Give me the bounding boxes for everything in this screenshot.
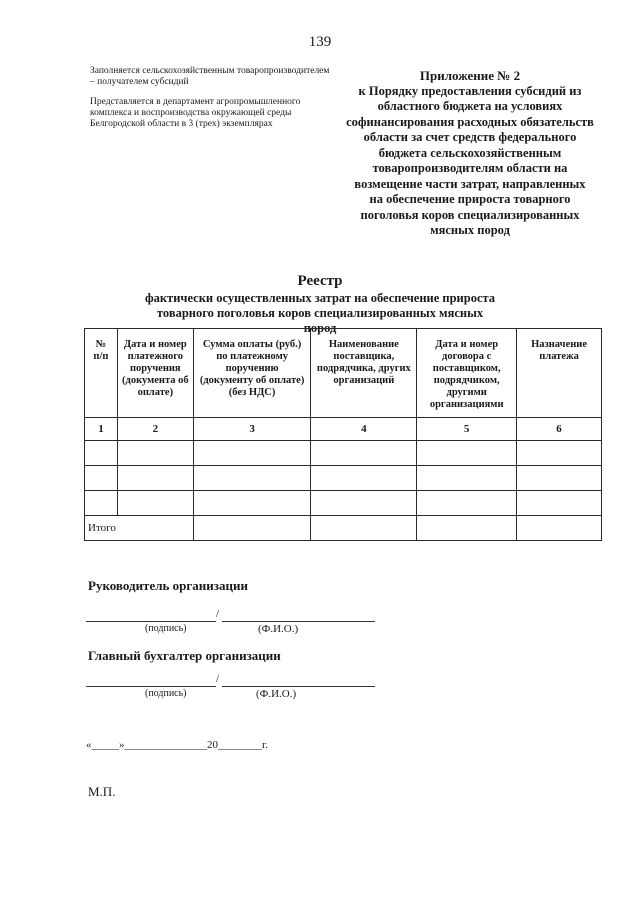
appendix-line: поголовья коров специализированных — [360, 207, 580, 222]
total-row — [85, 516, 602, 541]
table-cell[interactable] — [417, 441, 517, 466]
table-cell[interactable] — [117, 466, 193, 491]
table-row — [85, 441, 602, 466]
accountant-name-line[interactable] — [222, 686, 375, 687]
table-cell[interactable] — [85, 466, 118, 491]
table-cell[interactable] — [417, 466, 517, 491]
table-cell[interactable] — [517, 466, 602, 491]
appendix-line: бюджета сельскохозяйственным — [378, 145, 562, 160]
director-name-line[interactable] — [222, 621, 375, 622]
fill-note: Заполняется сельскохозяйственным товаропроизводителем – получателем субсидий — [90, 66, 330, 87]
column-number-row — [85, 418, 602, 441]
appendix-line: области за счет средств федерального — [363, 130, 577, 144]
appendix-line: областного бюджета на условиях — [377, 99, 563, 113]
stamp-label: М.П. — [88, 784, 116, 799]
page-number: 139 — [308, 34, 332, 50]
table-cell[interactable] — [117, 491, 193, 516]
column-number: 2 — [117, 418, 193, 441]
total-cell[interactable] — [417, 516, 517, 541]
table-cell[interactable] — [517, 491, 602, 516]
director-slash: / — [216, 608, 220, 620]
table-header-row — [85, 329, 602, 418]
column-number: 6 — [517, 418, 602, 441]
column-number: 3 — [193, 418, 311, 441]
accountant-sign-caption: (подпись) — [145, 688, 187, 699]
column-number: 1 — [85, 418, 118, 441]
director-label: Руководитель организации — [88, 578, 248, 593]
table-cell[interactable] — [193, 491, 311, 516]
table-cell[interactable] — [517, 441, 602, 466]
total-cell[interactable] — [193, 516, 311, 541]
appendix-line: товаропроизводителям области на — [372, 161, 568, 175]
appendix-title: Приложение № 2 — [419, 68, 521, 83]
table-cell[interactable] — [417, 491, 517, 516]
total-label: Итого — [85, 516, 194, 541]
register-title: Реестр — [297, 273, 343, 289]
director-name-caption: (Ф.И.О.) — [258, 623, 299, 635]
table-cell[interactable] — [311, 466, 417, 491]
table-cell[interactable] — [311, 441, 417, 466]
table-cell[interactable] — [193, 441, 311, 466]
date-line[interactable]: «_____»_______________20________г. — [86, 739, 269, 751]
table-row — [85, 491, 602, 516]
accountant-name-caption: (Ф.И.О.) — [256, 688, 297, 700]
table-cell[interactable] — [311, 491, 417, 516]
appendix-line: возмещение части затрат, направленных — [354, 176, 586, 191]
column-number: 5 — [417, 418, 517, 441]
register-subtitle-line: товарного поголовья коров специализированных мясных пород — [156, 306, 484, 335]
table-cell[interactable] — [85, 491, 118, 516]
total-cell[interactable] — [311, 516, 417, 541]
submit-note: Представляется в департамент агропромышленного комплекса и воспроизводства окружающей среды Белгородской области в 3 (трех) экземплярах — [90, 97, 301, 129]
column-number: 4 — [311, 418, 417, 441]
header-supplier-name: Наименование поставщика, подрядчика, других организаций — [311, 329, 417, 418]
appendix-block — [335, 68, 605, 239]
table-cell[interactable] — [117, 441, 193, 466]
header-number: № п/п — [85, 329, 118, 418]
appendix-line: софинансирования расходных обязательств — [346, 114, 594, 129]
table-cell[interactable] — [85, 441, 118, 466]
header-payment-purpose: Назначение платежа — [517, 329, 602, 418]
director-sign-caption: (подпись) — [145, 623, 187, 634]
accountant-label: Главный бухгалтер организации — [88, 648, 281, 663]
director-signature-line[interactable] — [86, 621, 216, 622]
accountant-signature-line[interactable] — [86, 686, 216, 687]
header-payment-order: Дата и номер платежного поручения (документа об оплате) — [117, 329, 193, 418]
register-table — [84, 328, 602, 541]
register-subtitle-line: фактически осуществленных затрат на обеспечение прироста — [144, 291, 496, 305]
appendix-line: мясных пород — [430, 223, 510, 237]
table-cell[interactable] — [193, 466, 311, 491]
left-notes — [90, 66, 330, 139]
total-cell[interactable] — [517, 516, 602, 541]
table-row — [85, 466, 602, 491]
accountant-slash: / — [216, 673, 220, 685]
appendix-line: к Порядку предоставления субсидий из — [358, 83, 582, 98]
header-payment-amount: Сумма оплаты (руб.) по платежному поручению (документу об оплате) (без НДС) — [193, 329, 311, 418]
header-contract: Дата и номер договора с поставщиком, подрядчиком, другими организациями — [417, 329, 517, 418]
appendix-line: на обеспечение прироста товарного — [369, 192, 571, 206]
